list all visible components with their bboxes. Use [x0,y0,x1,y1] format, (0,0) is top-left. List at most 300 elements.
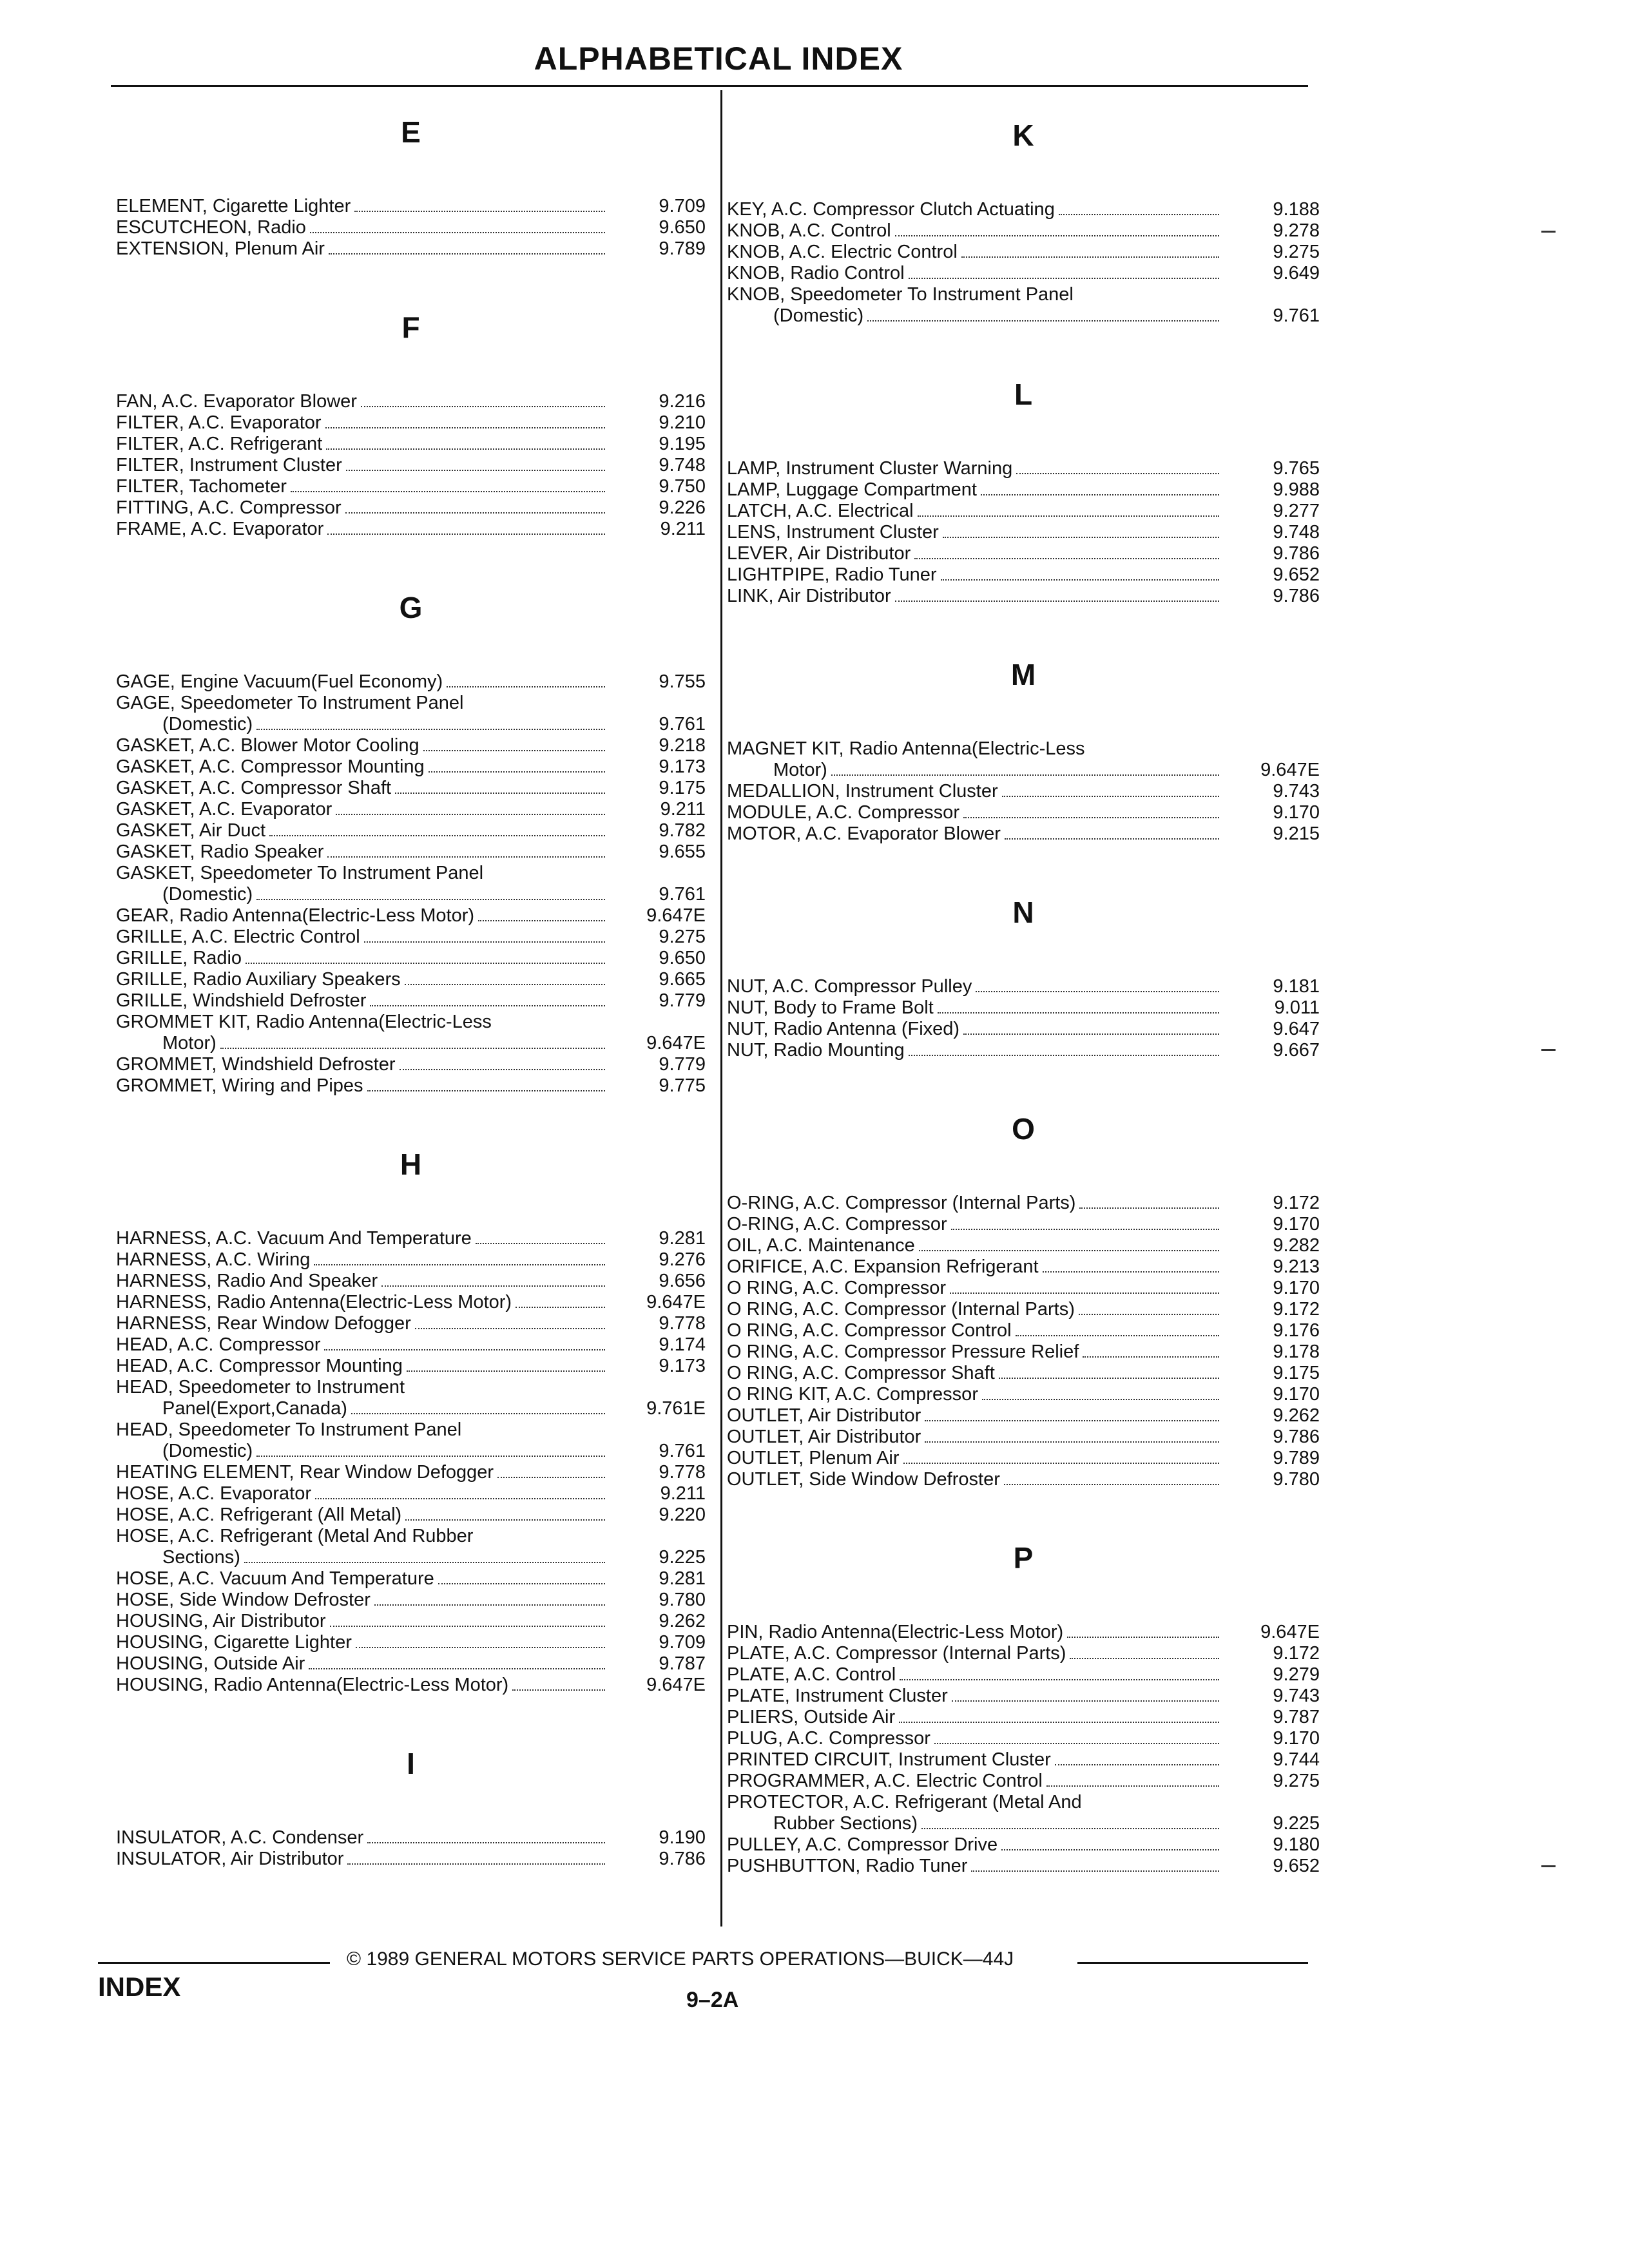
dot-leader [325,427,605,428]
index-entry [116,434,706,455]
index-entry [727,1427,1320,1448]
entry-name: HARNESS, A.C. Vacuum And Temperature [116,1228,472,1249]
index-entry [727,1664,1320,1686]
entry-page-ref: 9.188 [1273,199,1320,220]
dot-leader [367,1842,605,1843]
entry-page-ref: 9.210 [659,412,706,433]
footer-rule-right [1077,1962,1308,1964]
index-entry [116,1313,706,1334]
entry-page-ref: 9.190 [659,1827,706,1848]
entry-page-ref: 9.175 [659,778,706,798]
entry-page-ref: 9.750 [659,476,706,497]
index-entry [727,1448,1320,1469]
entry-page-ref: 9.779 [659,1054,706,1075]
dot-leader [925,1441,1219,1443]
index-entry [116,948,706,969]
entry-name: HOUSING, Outside Air [116,1653,305,1674]
dot-leader [347,1863,605,1865]
entry-page-ref: 9.174 [659,1334,706,1355]
entry-page-ref: 9.226 [659,497,706,518]
index-entry [727,263,1320,284]
index-entry [116,1526,706,1547]
entry-name: O RING, A.C. Compressor Shaft [727,1363,995,1383]
section-spacer [727,1061,1320,1106]
entry-name: GASKET, A.C. Compressor Mounting [116,756,425,777]
entry-page-ref: 9.667 [1273,1040,1320,1061]
index-entry [116,1849,706,1870]
entry-name: O RING, A.C. Compressor Control [727,1320,1012,1341]
section-letter: P [1013,1541,1034,1575]
index-entry [116,735,706,756]
entry-page-ref: 9.647E [646,1675,706,1695]
index-entry [116,1675,706,1696]
entry-page-ref: 9.761 [659,884,706,905]
section-spacer [727,158,1320,199]
entry-name: LENS, Instrument Cluster [727,522,939,543]
index-entry [116,799,706,820]
margin-tick [1541,1865,1556,1867]
entry-page-ref: 9.173 [659,756,706,777]
margin-tick [1541,231,1556,233]
section-spacer [116,1786,706,1827]
entry-name: MAGNET KIT, Radio Antenna(Electric-Less [727,738,1085,759]
entry-page-ref: 9.170 [1273,1728,1320,1749]
index-entry [727,1299,1320,1320]
index-entry [116,391,706,412]
entry-name: O-RING, A.C. Compressor (Internal Parts) [727,1193,1076,1213]
index-entry [727,1728,1320,1749]
entry-name: HARNESS, Radio Antenna(Electric-Less Motor) [116,1292,512,1312]
dot-leader [971,1870,1219,1872]
entry-name: FILTER, A.C. Evaporator [116,412,322,433]
dot-leader [256,1456,605,1457]
entry-page-ref: 9.647E [646,905,706,926]
dot-leader [909,278,1219,279]
index-entry [116,693,706,714]
entry-page-ref: 9.211 [660,799,706,820]
dot-leader [447,686,605,687]
index-entry [727,1707,1320,1728]
index-entry [116,238,706,260]
entry-name: GASKET, Radio Speaker [116,841,324,862]
dot-leader [478,920,605,921]
index-entry [116,778,706,799]
index-entry [727,242,1320,263]
entry-page-ref: 9.172 [1273,1643,1320,1664]
entry-page-ref: 9.225 [659,1547,706,1568]
index-entry [727,479,1320,501]
dot-leader [938,1012,1219,1014]
index-entry [116,1033,706,1054]
dot-leader [476,1243,605,1244]
dot-leader [309,1668,605,1669]
index-entry [116,1075,706,1097]
entry-page-ref: 9.761 [659,714,706,735]
entry-name: FILTER, Tachometer [116,476,287,497]
dot-leader [1079,1314,1219,1315]
entry-page-ref: 9.782 [659,820,706,841]
section-letter: F [401,311,420,344]
entry-page-ref: 9.275 [1273,1771,1320,1791]
dot-leader [354,211,605,212]
index-entry [116,1012,706,1033]
dot-leader [367,1090,605,1091]
entry-name: Rubber Sections) [773,1813,918,1834]
dot-leader [1043,1271,1219,1273]
entry-name: HARNESS, A.C. Wiring [116,1249,311,1270]
entry-page-ref: 9.647E [646,1292,706,1312]
dot-leader [220,1048,605,1049]
index-entry [116,1054,706,1075]
entry-name: KNOB, A.C. Electric Control [727,242,958,262]
dot-leader [516,1307,605,1308]
entry-page-ref: 9.650 [659,217,706,238]
dot-leader [346,470,605,471]
dot-leader [919,1250,1219,1251]
entry-name: FRAME, A.C. Evaporator [116,519,324,539]
dot-leader [934,1743,1219,1744]
section-letter: K [1012,119,1034,152]
dot-leader [400,1069,606,1070]
dot-leader [1079,1207,1219,1209]
index-entry [116,884,706,905]
dot-leader [867,320,1219,322]
index-entry [116,1356,706,1377]
right-column [727,113,1320,1877]
column-divider [720,90,722,1927]
section-spacer [727,417,1320,458]
entry-name: PUSHBUTTON, Radio Tuner [727,1856,968,1876]
dot-leader [900,1679,1219,1680]
index-entry [116,217,706,238]
section-spacer [727,935,1320,976]
entry-page-ref: 9.215 [1273,823,1320,844]
dot-leader [336,814,605,815]
index-entry [116,1228,706,1249]
dot-leader [981,494,1219,495]
entry-name: OIL, A.C. Maintenance [727,1235,915,1256]
dot-leader [370,1005,605,1006]
dot-leader [291,491,605,492]
entry-name: KEY, A.C. Compressor Clutch Actuating [727,199,1055,220]
entry-name: LATCH, A.C. Electrical [727,501,914,521]
entry-name: Sections) [162,1547,240,1568]
index-entry [116,1271,706,1292]
index-entry [116,1483,706,1504]
entry-page-ref: 9.170 [1273,802,1320,823]
index-entry [727,1792,1320,1813]
entry-name: HOSE, A.C. Refrigerant (Metal And Rubber [116,1526,474,1546]
entry-name: PLATE, Instrument Cluster [727,1686,948,1706]
entry-page-ref: 9.765 [1273,458,1320,479]
entry-name: NUT, Radio Antenna (Fixed) [727,1019,960,1039]
entry-page-ref: 9.778 [659,1313,706,1334]
entry-page-ref: 9.176 [1273,1320,1320,1341]
entry-name: HEAD, A.C. Compressor [116,1334,321,1355]
section-spacer [116,260,706,305]
entry-page-ref: 9.649 [1273,263,1320,284]
entry-page-ref: 9.276 [659,1249,706,1270]
page-number: 9–2A [686,1988,739,2012]
entry-name: ORIFICE, A.C. Expansion Refrigerant [727,1256,1039,1277]
index-entry [116,905,706,927]
entry-name: ESCUTCHEON, Radio [116,217,306,238]
entry-name: LIGHTPIPE, Radio Tuner [727,564,937,585]
entry-name: GEAR, Radio Antenna(Electric-Less Motor) [116,905,475,926]
entry-name: O RING, A.C. Compressor Pressure Relief [727,1341,1079,1362]
index-entry [727,1341,1320,1363]
section-spacer [727,607,1320,652]
entry-name: HOUSING, Air Distributor [116,1611,326,1631]
entry-name: O RING KIT, A.C. Compressor [727,1384,978,1405]
entry-name: OUTLET, Air Distributor [727,1427,921,1447]
index-entry [727,823,1320,845]
section-letter: E [401,115,421,149]
entry-page-ref: 9.275 [659,927,706,947]
entry-name: GASKET, A.C. Blower Motor Cooling [116,735,419,756]
dot-leader [329,253,605,255]
entry-page-ref: 9.173 [659,1356,706,1376]
entry-page-ref: 9.170 [1273,1214,1320,1235]
entry-page-ref: 9.170 [1273,1278,1320,1298]
entry-name: LAMP, Luggage Compartment [727,479,977,500]
index-entry [116,714,706,735]
section-spacer [116,155,706,196]
index-entry [727,1384,1320,1405]
entry-name: LEVER, Air Distributor [727,543,911,564]
title-rule [111,85,1308,87]
dot-leader [381,1285,605,1287]
entry-page-ref: 9.779 [659,990,706,1011]
dot-leader [256,729,605,730]
entry-name: O RING, A.C. Compressor (Internal Parts) [727,1299,1075,1320]
index-entry [116,1441,706,1462]
index-entry [727,1235,1320,1256]
entry-page-ref: 9.656 [659,1271,706,1291]
entry-name: FITTING, A.C. Compressor [116,497,342,518]
entry-page-ref: 9.211 [660,519,706,539]
index-entry [116,927,706,948]
entry-page-ref: 9.786 [659,1849,706,1869]
dot-leader [269,835,605,836]
index-entry [116,476,706,497]
entry-name: GASKET, A.C. Evaporator [116,799,333,820]
section-spacer [727,697,1320,738]
dot-leader [1055,1764,1219,1765]
entry-name: KNOB, Speedometer To Instrument Panel [727,284,1074,305]
entry-name: LAMP, Instrument Cluster Warning [727,458,1013,479]
entry-page-ref: 9.281 [659,1228,706,1249]
dot-leader [1046,1785,1219,1787]
section-spacer [727,845,1320,890]
entry-name: Panel(Export,Canada) [162,1398,347,1419]
index-entry [727,760,1320,781]
dot-leader [395,793,605,794]
index-entry [727,1256,1320,1278]
index-entry [727,522,1320,543]
dot-leader [327,856,605,858]
index-entry [727,501,1320,522]
entry-page-ref: 9.281 [659,1568,706,1589]
entry-name: HEAD, Speedometer To Instrument Panel [116,1419,462,1440]
dot-leader [244,1562,605,1563]
section-spacer [727,327,1320,372]
entry-name: HOUSING, Radio Antenna(Electric-Less Motor) [116,1675,509,1695]
entry-page-ref: 9.780 [1273,1469,1320,1490]
dot-leader [314,1264,605,1265]
entry-name: O-RING, A.C. Compressor [727,1214,947,1235]
entry-name: FILTER, Instrument Cluster [116,455,342,476]
entry-page-ref: 9.647E [1260,760,1320,780]
dot-leader [324,1349,605,1350]
index-entry [727,1040,1320,1061]
entry-name: LINK, Air Distributor [727,586,891,606]
index-entry [116,1827,706,1849]
entry-name: HOSE, A.C. Vacuum And Temperature [116,1568,434,1589]
index-entry [727,458,1320,479]
index-entry [116,671,706,693]
index-entry [727,1363,1320,1384]
dot-leader [950,1293,1219,1294]
entry-page-ref: 9.778 [659,1462,706,1483]
entry-name: (Domestic) [162,714,253,735]
entry-page-ref: 9.181 [1273,976,1320,997]
section-letter: N [1012,896,1034,929]
dot-leader [899,1722,1219,1723]
entry-page-ref: 9.652 [1273,564,1320,585]
section-spacer [116,1696,706,1741]
entry-page-ref: 9.761 [1273,305,1320,326]
dot-leader [1083,1356,1219,1358]
dot-leader [941,579,1219,581]
index-entry [727,997,1320,1019]
index-entry [727,1320,1320,1341]
dot-leader [895,235,1219,236]
entry-page-ref: 9.761E [646,1398,706,1419]
entry-page-ref: 9.786 [1273,1427,1320,1447]
entry-page-ref: 9.988 [1273,479,1320,500]
entry-name: (Domestic) [162,884,253,905]
entry-name: HARNESS, Radio And Speaker [116,1271,378,1291]
index-entry [116,1632,706,1653]
entry-page-ref: 9.787 [659,1653,706,1674]
index-entry [116,1611,706,1632]
index-entry [116,1504,706,1526]
index-entry [116,1590,706,1611]
dot-leader [330,1626,606,1627]
entry-page-ref: 9.195 [659,434,706,454]
section-spacer [727,1581,1320,1622]
index-entry [116,1462,706,1483]
dot-leader [1001,1849,1219,1850]
entry-page-ref: 9.277 [1273,501,1320,521]
dot-leader [903,1463,1219,1464]
dot-leader [310,232,605,233]
entry-name: PULLEY, A.C. Compressor Drive [727,1834,998,1855]
entry-page-ref: 9.225 [1273,1813,1320,1834]
dot-leader [438,1583,605,1584]
entry-page-ref: 9.262 [1273,1405,1320,1426]
dot-leader [345,512,605,514]
entry-name: INSULATOR, Air Distributor [116,1849,344,1869]
dot-leader [1005,838,1219,840]
entry-name: HEAD, Speedometer to Instrument [116,1377,405,1398]
index-entry [727,1193,1320,1214]
entry-name: PLUG, A.C. Compressor [727,1728,930,1749]
entry-page-ref: 9.282 [1273,1235,1320,1256]
index-entry [116,455,706,476]
entry-page-ref: 9.743 [1273,781,1320,802]
entry-name: GROMMET, Windshield Defroster [116,1054,396,1075]
dot-leader [952,1700,1219,1702]
entry-name: ELEMENT, Cigarette Lighter [116,196,351,216]
index-entry [727,305,1320,327]
entry-page-ref: 9.780 [659,1590,706,1610]
entry-page-ref: 9.789 [1273,1448,1320,1468]
entry-name: GROMMET KIT, Radio Antenna(Electric-Less [116,1012,492,1032]
entry-page-ref: 9.655 [659,841,706,862]
entry-page-ref: 9.647E [1260,1622,1320,1642]
index-entry [116,412,706,434]
left-column [116,110,706,1870]
index-entry [116,1292,706,1313]
index-entry [727,738,1320,760]
dot-leader [497,1477,605,1478]
dot-leader [356,1647,605,1648]
dot-leader [1002,796,1219,797]
index-entry [116,1419,706,1441]
dot-leader [1059,214,1219,215]
entry-page-ref: 9.211 [660,1483,706,1504]
section-spacer [727,1490,1320,1535]
entry-name: PIN, Radio Antenna(Electric-Less Motor) [727,1622,1064,1642]
entry-name: FAN, A.C. Evaporator Blower [116,391,357,412]
entry-page-ref: 9.748 [1273,522,1320,543]
index-entry [116,820,706,841]
index-entry [116,863,706,884]
entry-page-ref: 9.170 [1273,1384,1320,1405]
entry-page-ref: 9.744 [1273,1749,1320,1770]
entry-name: MOTOR, A.C. Evaporator Blower [727,823,1001,844]
index-entry [727,1469,1320,1490]
footer-copyright: © 1989 GENERAL MOTORS SERVICE PARTS OPERATIONS—BUICK—44J [347,1948,1014,1970]
entry-page-ref: 9.218 [659,735,706,756]
section-letter: M [1010,658,1036,691]
page-title: ALPHABETICAL INDEX [534,41,903,77]
dot-leader [961,256,1219,258]
section-spacer [116,1187,706,1228]
dot-leader [963,817,1219,818]
index-entry [727,1214,1320,1235]
dot-leader [407,1370,605,1372]
entry-name: Motor) [773,760,827,780]
dot-leader [918,515,1219,517]
entry-name: KNOB, A.C. Control [727,220,891,241]
entry-page-ref: 9.647E [646,1033,706,1053]
entry-name: GRILLE, Windshield Defroster [116,990,367,1011]
entry-page-ref: 9.743 [1273,1686,1320,1706]
index-entry [727,220,1320,242]
entry-page-ref: 9.279 [1273,1664,1320,1685]
dot-leader [364,941,605,943]
dot-leader [1016,1335,1219,1336]
index-entry [116,841,706,863]
dot-leader [361,406,605,407]
dot-leader [943,537,1219,538]
entry-name: NUT, Body to Frame Bolt [727,997,934,1018]
entry-name: GASKET, Speedometer To Instrument Panel [116,863,484,883]
entry-page-ref: 9.172 [1273,1193,1320,1213]
